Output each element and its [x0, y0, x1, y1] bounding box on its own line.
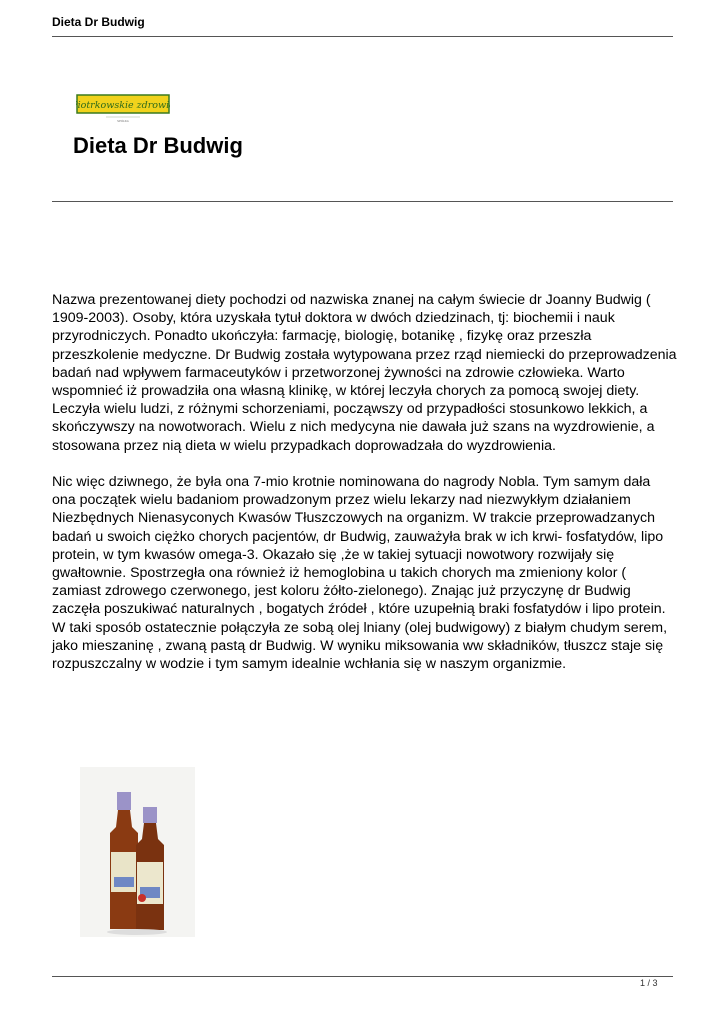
page-number: 1 / 3 [640, 978, 658, 988]
paragraph: Nazwa prezentowanej diety pochodzi od nazwiska znanej na całym świecie dr Joanny Budwig ( 1909-2003). Osoby, która uzyskała tytuł doktora w dwóch dziedzinach, tj: biochemii i nauk przyrodniczych. Ponadto ukończyła: farmację, biologię, botanikę , fizykę oraz przeszła przeszkolenie medyczne. Dr Budwig została wytypowana przez rząd niemiecki do przeprowadzenia badań nad wpływem farmaceutyków i przetworzonej żywności na zdrowie człowieka. Warto wspomnieć iż prowadziła ona własną klinikę, w której leczyła chorych za pomocą swojej diety. Leczyła wielu ludzi, z różnymi schorzeniami, począwszy od przypadłości stosunkowo lekkich, a skończywszy na nowotworach. Wielu z nich medycyna nie dawała już szans na wyzdrowienie, a stosowana przez nią dieta w wielu przypadkach doprowadzała do wyzdrowienia. [52, 292, 677, 454]
article-body [52, 291, 677, 691]
flaxseed-oil-bottles-image [80, 767, 195, 937]
footer-divider [52, 976, 673, 977]
header-divider [52, 36, 673, 37]
running-header-title: Dieta Dr Budwig [52, 15, 145, 29]
logo-tagline: SPÓŁKA [117, 119, 129, 123]
brand-logo [76, 93, 170, 123]
paragraph: Nic więc dziwnego, że była ona 7-mio krotnie nominowana do nagrody Nobla. Tym samym dała ona początek wielu badaniom prowadzonym przez wielu lekarzy nad niezwykłym działaniem Niezbędnych Nienasyconych Kwasów Tłuszczowych na organizm. W trakcie przeprowadzanych badań u swoich ciężko chorych pacjentów, dr Budwig, zauważyła brak w ich krwi- fosfatydów, lipo protein, w tym kwasów omega-3. Okazało się ,że w takiej sytuacji nowotwory rozwijały się gwałtownie. Spostrzegła ona również iż hemoglobina u takich chorych ma zmieniony kolor ( zamiast zdrowego czerwonego, jest koloru żółto-zielonego). Znając już przyczynę dr Budwig zaczęła poszukiwać naturalnych , bogatych źródeł , które uzupełnią braki fosfatydów i lipo protein. W taki sposób ostatecznie połączyła ze sobą olej lniany (olej budwigowy) z białym chudym serem, jako mieszaninę , zwaną pastą dr Budwig. W wyniku miksowania ww składników, tłuszcz staje się rozpuszczalny w wodzie i tym samym idealnie wchłania się w naszym organizmie. [52, 474, 668, 673]
logo-brand-text: Piotrkowskie zdrowie [76, 100, 170, 111]
title-divider [52, 201, 673, 202]
document-title: Dieta Dr Budwig [73, 133, 243, 158]
